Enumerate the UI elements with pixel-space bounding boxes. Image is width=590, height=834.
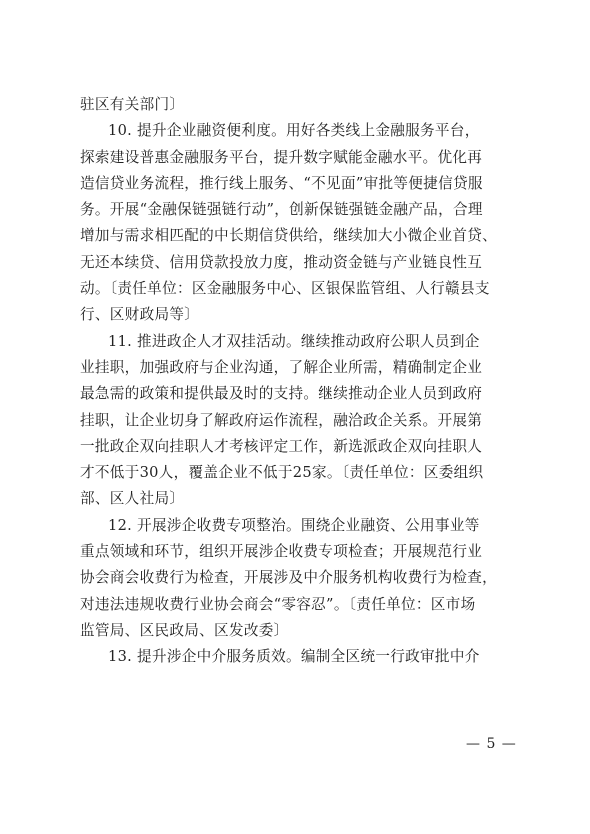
- text-line: 一批政企双向挂职人才考核评定工作，新选派政企双向挂职人: [80, 437, 483, 455]
- text-line: 11. 推进政企人才双挂活动。继续推动政府公职人员到企: [108, 332, 480, 350]
- text-line: 才不低于30人，覆盖企业不低于25家。〔责任单位：区委组织: [80, 464, 484, 482]
- text-line: 最急需的政策和提供最及时的支持。继续推动企业人员到政府: [80, 385, 483, 403]
- text-line: 监管局、区民政局、区发改委〕: [80, 621, 289, 639]
- text-line: 行、区财政局等〕: [80, 306, 200, 324]
- text-line: 10. 提升企业融资便利度。用好各类线上金融服务平台，: [108, 122, 480, 140]
- text-line: 重点领域和环节，组织开展涉企收费专项检查；开展规范行业: [80, 543, 483, 561]
- text-line: 协会商会收费行为检查，开展涉及中介服务机构收费行为检查，: [80, 569, 498, 587]
- text-line: 务。开展“金融保链强链行动”，创新保链强链金融产品，合理: [80, 201, 483, 219]
- text-line: 部、区人社局〕: [80, 490, 185, 508]
- text-line: 动。〔责任单位：区金融服务中心、区银保监管组、人行赣县支: [80, 280, 490, 298]
- text-line: 13. 提升涉企中介服务质效。编制全区统一行政审批中介: [108, 648, 480, 666]
- text-line: 探索建设普惠金融服务平台，提升数字赋能金融水平。优化再: [80, 148, 483, 166]
- text-line: 挂职，让企业切身了解政府运作流程，融洽政企关系。开展第: [80, 411, 483, 429]
- text-line: 驻区有关部门〕: [80, 96, 185, 113]
- page-number: — 5 —: [466, 736, 517, 752]
- text-line: 12. 开展涉企收费专项整治。围绕企业融资、公用事业等: [108, 516, 480, 534]
- text-line: 无还本续贷、信用贷款投放力度，推动资金链与产业链良性互: [80, 253, 483, 271]
- text-line: 对违法违规收费行业协会商会“零容忍”。〔责任单位：区市场: [80, 595, 476, 613]
- text-line: 造信贷业务流程，推行线上服务、“不见面”审批等便捷信贷服: [80, 174, 483, 192]
- text-line: 增加与需求相匹配的中长期信贷供给，继续加大小微企业首贷、: [80, 227, 498, 245]
- text-line: 业挂职，加强政府与企业沟通，了解企业所需，精确制定企业: [80, 358, 483, 376]
- document-body: [80, 92, 518, 671]
